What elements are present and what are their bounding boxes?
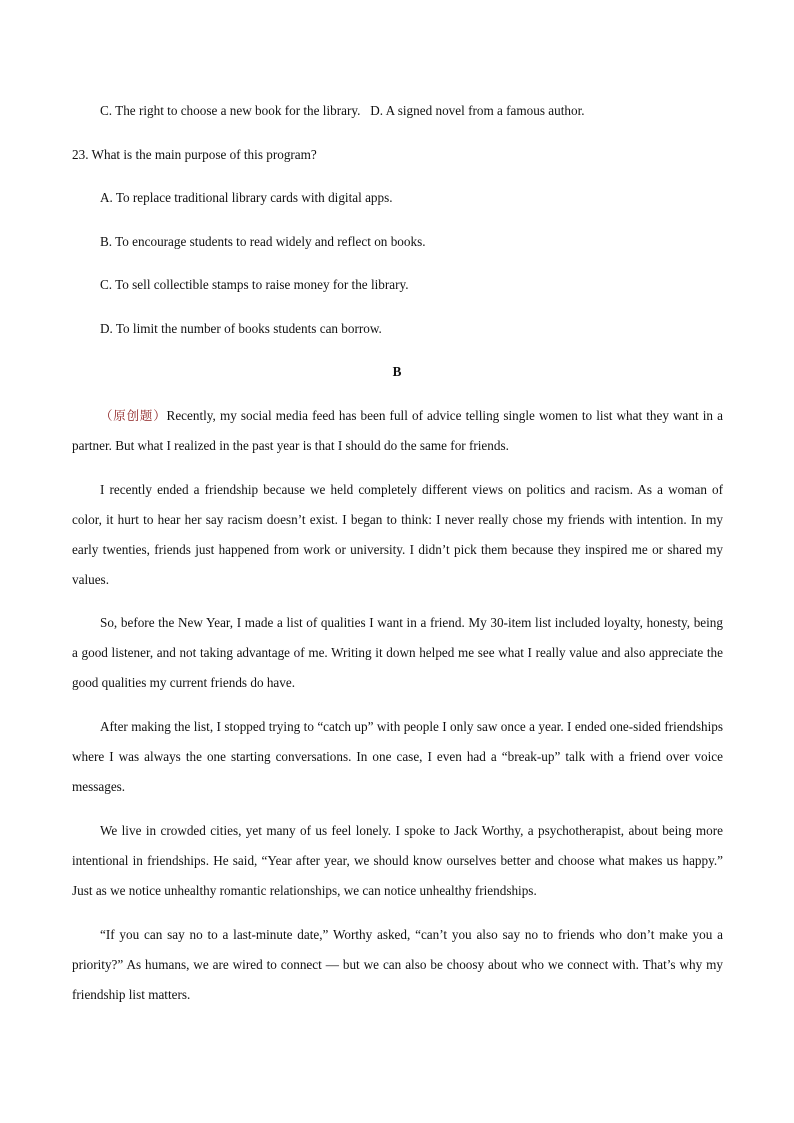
question-23-option-d: D. To limit the number of books students can borrow. — [100, 321, 382, 336]
passage-paragraph-4: After making the list, I stopped trying to “catch up” with people I only saw once a year. I ended one-sided friendships where I was always the one starting conversations. In one case, I even had a “break-up” talk with a friend over voice messages. — [72, 719, 723, 794]
question-22-options-cd — [100, 96, 723, 126]
paragraph-text: Recently, my social media feed has been full of advice telling single women to list what they want in a partner. But what I realized in the past year is that I should do the same for friends. — [72, 408, 723, 453]
question-23-option-a: A. To replace traditional library cards with digital apps. — [100, 190, 393, 205]
option-d: D. A signed novel from a famous author. — [370, 103, 585, 118]
source-tag: （原创题） — [100, 408, 167, 423]
option-c: C. The right to choose a new book for the library. — [100, 103, 361, 118]
question-23-stem: 23. What is the main purpose of this program? — [72, 147, 317, 162]
passage-paragraph-2: I recently ended a friendship because we held completely different views on politics and racism. As a woman of color, it hurt to hear her say racism doesn’t exist. I began to think: I never really chose my friends with intention. In my early twenties, friends just happened from work or university. I didn’t pick them because they inspired me or shared my values. — [72, 482, 723, 587]
question-23-option-c: C. To sell collectible stamps to raise money for the library. — [100, 277, 409, 292]
passage-paragraph-1 — [72, 401, 723, 461]
passage-paragraph-3: So, before the New Year, I made a list of qualities I want in a friend. My 30-item list included loyalty, honesty, being a good listener, and not taking advantage of me. Writing it down helped me see what I really value and also appreciate the good qualities my current friends do have. — [72, 615, 723, 690]
passage-paragraph-5: We live in crowded cities, yet many of us feel lonely. I spoke to Jack Worthy, a psychotherapist, about being more intentional in friendships. He said, “Year after year, we should know ourselves better and choose what makes us happy.” Just as we notice unhealthy romantic relationships, we can notice unhealthy friendships. — [72, 823, 723, 898]
section-heading: B — [392, 364, 402, 379]
question-23-option-b: B. To encourage students to read widely and reflect on books. — [100, 234, 426, 249]
passage-paragraph-6: “If you can say no to a last-minute date,” Worthy asked, “can’t you also say no to friends who don’t make you a priority?” As humans, we are wired to connect — but we can also be choosy about who we connect with. That’s why my friendship list matters. — [72, 927, 723, 1002]
